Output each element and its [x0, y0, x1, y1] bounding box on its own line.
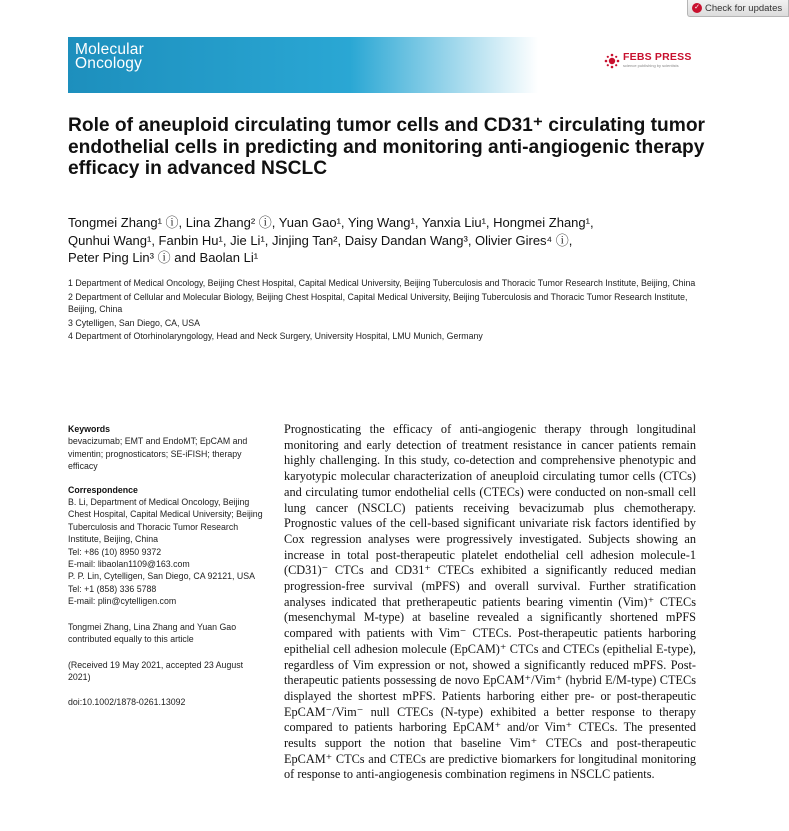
affiliation: 1 Department of Medical Oncology, Beijing Chest Hospital, Capital Medical University, Beijing Tuberculosis and Thoracic Tumor Research Institute, Beijing, China	[68, 278, 696, 288]
keywords-heading: Keywords	[68, 424, 111, 434]
publisher-tagline: science publishing by scientists	[623, 63, 679, 68]
article-sidebar	[68, 423, 268, 709]
correspondence-email[interactable]: E-mail: plin@cytelligen.com	[68, 596, 177, 607]
correspondence-phone: Tel: +86 (10) 8950 9372	[68, 546, 162, 557]
correspondence-address: P. P. Lin, Cytelligen, San Diego, CA 92121, USA	[68, 571, 255, 582]
author-line: Peter Ping Lin³ ⓘ and Baolan Li¹	[68, 250, 259, 265]
author-line: Tongmei Zhang¹ ⓘ, Lina Zhang² ⓘ, Yuan Gao¹, Ying Wang¹, Yanxia Liu¹, Hongmei Zhang¹,	[68, 215, 594, 230]
check-for-updates-button[interactable]	[687, 0, 789, 17]
correspondence-phone: Tel: +1 (858) 336 5788	[68, 583, 157, 594]
febs-emblem-icon	[604, 53, 620, 69]
author-line: Qunhui Wang¹, Fanbin Hu¹, Jie Li¹, Jinjing Tan², Daisy Dandan Wang³, Olivier Gires⁴ ⓘ,	[68, 232, 573, 248]
journal-name-line1: Molecular	[75, 41, 144, 58]
equal-contribution-note: Tongmei Zhang, Lina Zhang and Yuan Gao contributed equally to this article	[68, 621, 237, 645]
affiliation: 3 Cytelligen, San Diego, CA, USA	[68, 317, 201, 328]
abstract-text: Prognosticating the efficacy of anti-angiogenic therapy through longitudinal monitoring and early detection of treatment resistance in cancer patients remain highly challenging. In this study, co-detection and comprehensive phenotypic and karyotypic molecular characterization of aneuploid circulating tumor cells (CTCs) and circulating tumor endothelial cells (CTECs) were conducted on non-small cell lung cancer (NSCLC) patients receiving bevacizumab plus chemotherapy. Prognostic values of the cell-based significant univariate risk factors identified by Cox regression analyses were progressively investigated. Subjects showing an increase in total post-therapeutic platelet endothelial cell adhesion molecule-1 (CD31)⁻ CTCs and CD31⁺ CTECs exhibited a significantly reduced median progression-free survival (mPFS) and overall survival. Further stratification analyses indicated that pretherapeutic patients bearing vimentin (Vim)⁺ CTECs (mesenchymal M-type) at baseline revealed a significantly shortened mPFS compared with patients with Vim⁻ CTECs. Post-therapeutic patients harboring epithelial cell adhesion molecule (EpCAM)⁺ CTCs and CTECs (epithelial E-type), regardless of Vim expression or not, showed a significantly reduced mPFS. Post-therapeutic patients possessing de novo EpCAM⁺/Vim⁺ (hybrid E/M-type) CTECs displayed the shortest mPFS. Patients harboring either pre- or post-therapeutic EpCAM⁻/Vim⁻ null CTECs (N-type) exhibited a better response to therapy compared to patients harboring EpCAM⁺ and/or Vim⁺ CTECs. The presented results support the notion that baseline Vim⁺ CTECs and post-therapeutic EpCAM⁺ CTCs and CTECs are predictive biomarkers for longitudinal monitoring of response to anti-angiogenesis combination regimens in NSCLC patients.	[284, 422, 696, 782]
doi-link[interactable]: doi:10.1002/1878-0261.13092	[68, 697, 186, 708]
article-title: Role of aneuploid circulating tumor cells and CD31⁺ circulating tumor endothelial cells in predicting and monitoring anti-angiogenic therapy efficacy in advanced NSCLC	[68, 115, 706, 179]
journal-banner	[68, 37, 695, 93]
author-list	[68, 214, 708, 267]
publisher-logo	[604, 50, 694, 74]
received-dates: (Received 19 May 2021, accepted 23 August 2021)	[68, 659, 244, 682]
publisher-name: FEBS PRESS	[623, 51, 692, 63]
correspondence-address: B. Li, Department of Medical Oncology, Beijing Chest Hospital, Capital Medical University; Beijing Tuberculosis and Thoracic Tumor Research Institute, Beijing, China	[68, 497, 263, 545]
affiliation: 4 Department of Otorhinolaryngology, Head and Neck Surgery, University Hospital, LMU Munich, Germany	[68, 331, 483, 342]
correspondence-email[interactable]: E-mail: libaolan1109@163.com	[68, 559, 190, 570]
keywords-text: bevacizumab; EMT and EndoMT; EpCAM and vimentin; prognosticators; SE-iFISH; therapy efficacy	[68, 436, 248, 472]
correspondence-heading: Correspondence	[68, 484, 138, 495]
journal-name-line2: Oncology	[75, 55, 143, 72]
affiliation-list	[68, 277, 708, 344]
journal-logo	[75, 43, 144, 71]
check-updates-icon: ✓	[692, 3, 702, 13]
affiliation: 2 Department of Cellular and Molecular Biology, Beijing Chest Hospital, Capital Medical University, Beijing Tuberculosis and Thoracic Tumor Research Institute, Beijing, China	[68, 291, 688, 314]
check-updates-label: Check for updates	[705, 2, 783, 14]
